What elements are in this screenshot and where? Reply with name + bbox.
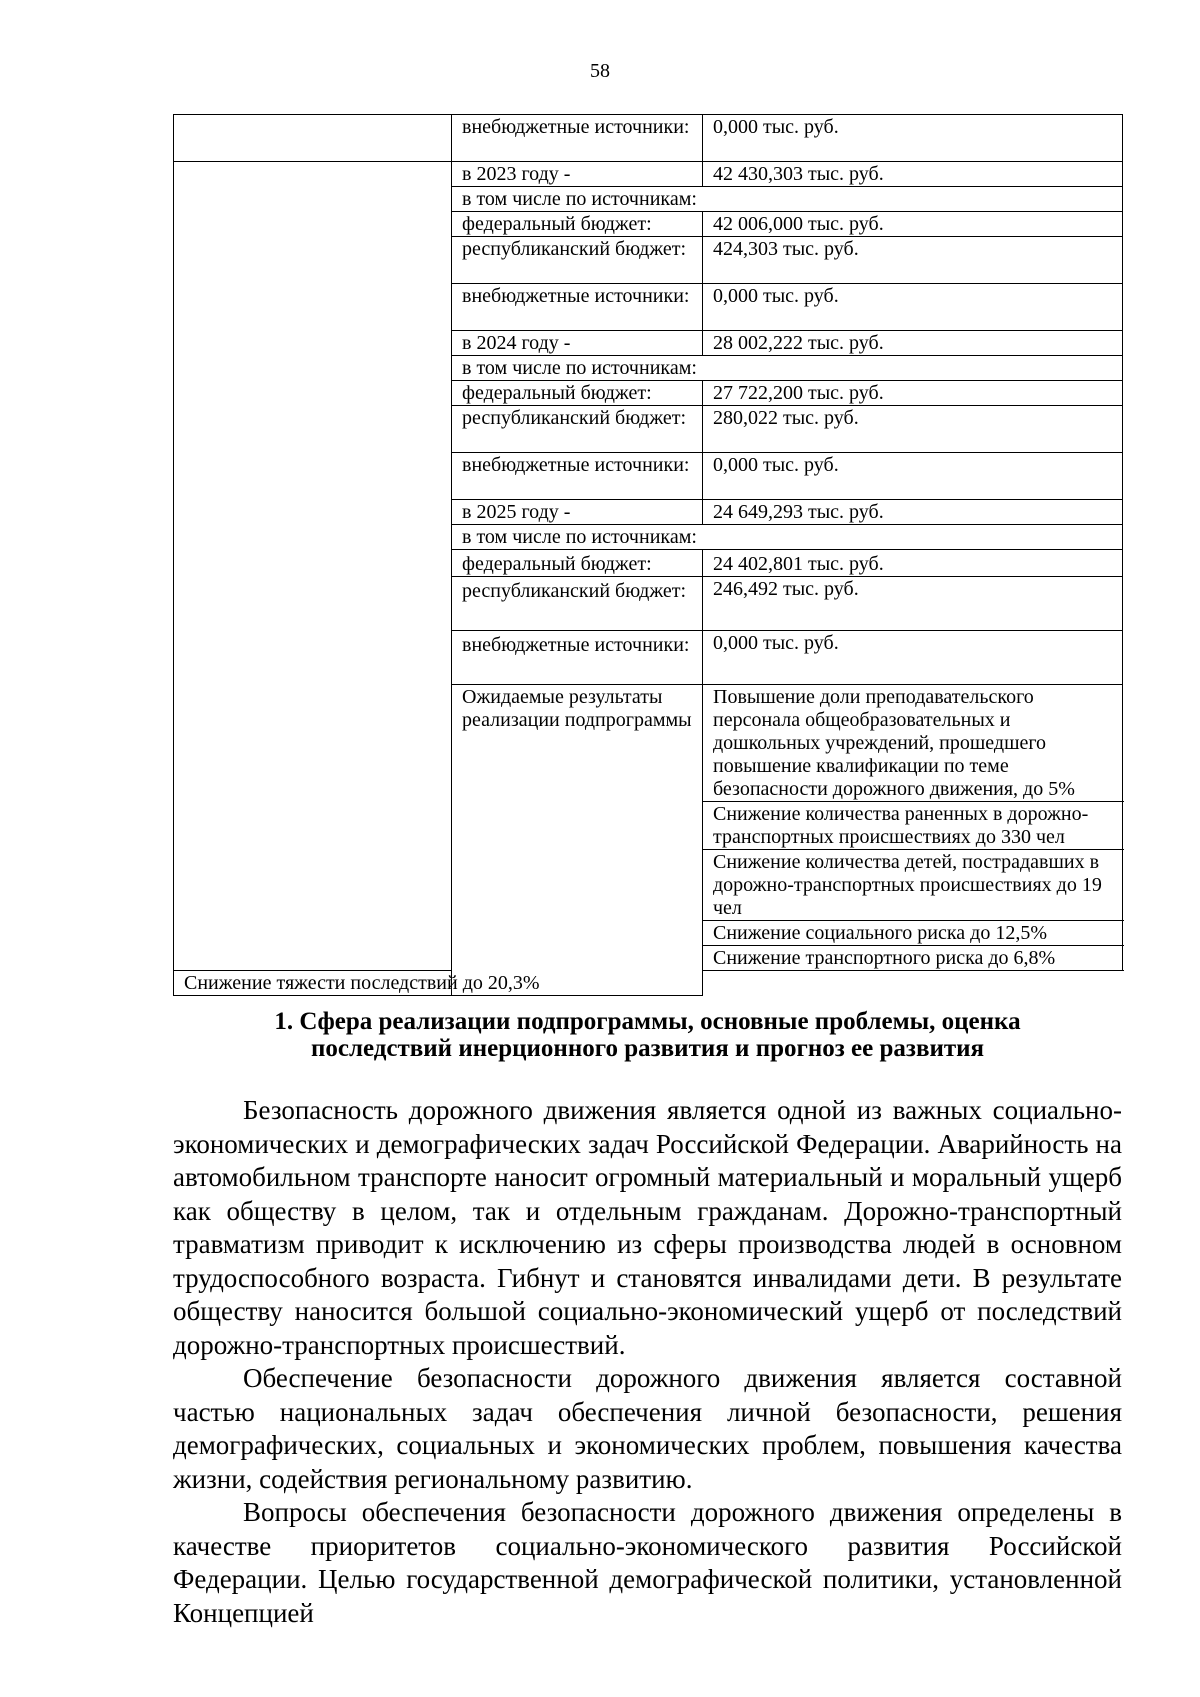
source-value: 246,492 тыс. руб. <box>703 577 1123 631</box>
source-label: республиканский бюджет: <box>452 577 703 631</box>
year-label: в 2023 году - <box>452 162 703 187</box>
source-label: федеральный бюджет: <box>452 550 703 577</box>
result-item: Повышение доли преподавательского персонала общеобразовательных и дошкольных учреждений, прошедшего повышение квалификации по теме безопасности дорожного движения, до 5% <box>703 685 1123 802</box>
sources-caption: в том числе по источникам: <box>452 187 1123 212</box>
source-label: внебюджетные источники: <box>452 453 703 500</box>
source-value: 0,000 тыс. руб. <box>703 284 1123 331</box>
source-value: 0,000 тыс. руб. <box>703 453 1123 500</box>
section-title-line: последствий инерционного развития и прогноз ее развития <box>310 1035 985 1062</box>
year-label: в 2025 году - <box>452 500 703 525</box>
result-item: Снижение тяжести последствий до 20,3% <box>174 971 703 996</box>
source-value: 0,000 тыс. руб. <box>703 631 1123 685</box>
source-value: 24 402,801 тыс. руб. <box>703 550 1123 577</box>
results-label: Ожидаемые результаты реализации подпрограммы <box>452 685 703 996</box>
table-row <box>174 971 1123 996</box>
source-value: 42 006,000 тыс. руб. <box>703 212 1123 237</box>
result-item: Снижение количества раненных в дорожно-транспортных происшествиях до 330 чел <box>703 802 1123 850</box>
paragraph: Вопросы обеспечения безопасности дорожного движения определены в качестве приоритетов социально-экономического развития Российской Федерации. Целью государственной демографической политики, установленной Концепцией <box>173 1497 1122 1628</box>
body-text <box>173 1094 1122 1630</box>
sources-caption: в том числе по источникам: <box>452 356 1123 381</box>
table-cell-empty <box>174 115 452 162</box>
source-label: внебюджетные источники: <box>452 284 703 331</box>
source-value: 280,022 тыс. руб. <box>703 406 1123 453</box>
paragraph: Безопасность дорожного движения является одной из важных социально-экономических и демографических задач Российской Федерации. Аварийность на автомобильном транспорте наносит огромный материальный и моральный ущерб как обществу в целом, так и отдельным гражданам. Дорожно-транспортный травматизм приводит к исключению из сферы производства людей в основном трудоспособного возраста. Гибнут и становятся инвалидами дети. В результате обществу наносится большой социально-экономический ущерб от последствий дорожно-транспортных происшествий. <box>173 1095 1122 1360</box>
year-total: 28 002,222 тыс. руб. <box>703 331 1123 356</box>
source-value: 424,303 тыс. руб. <box>703 237 1123 284</box>
funding-table <box>173 114 1123 996</box>
result-item: Снижение количества детей, пострадавших в дорожно-транспортных происшествиях до 19 чел <box>703 850 1123 921</box>
table-row <box>174 162 1123 187</box>
result-item: Снижение транспортного риска до 6,8% <box>703 946 1123 971</box>
section-title <box>173 1008 1122 1062</box>
year-total: 24 649,293 тыс. руб. <box>703 500 1123 525</box>
source-label: внебюджетные источники: <box>452 631 703 685</box>
source-label: внебюджетные источники: <box>452 115 703 162</box>
source-value: 0,000 тыс. руб. <box>703 115 1123 162</box>
source-label: республиканский бюджет: <box>452 237 703 284</box>
source-label: федеральный бюджет: <box>452 381 703 406</box>
page-number: 58 <box>590 60 610 82</box>
year-label: в 2024 году - <box>452 331 703 356</box>
paragraph: Обеспечение безопасности дорожного движения является составной частью национальных задач обеспечения личной безопасности, решения демографических, социальных и экономических проблем, повышения качества жизни, содействия региональному развитию. <box>173 1363 1122 1494</box>
source-label: республиканский бюджет: <box>452 406 703 453</box>
result-item: Снижение социального риска до 12,5% <box>703 921 1123 946</box>
table-cell-empty <box>174 162 452 971</box>
source-value: 27 722,200 тыс. руб. <box>703 381 1123 406</box>
table-row <box>174 115 1123 162</box>
section-title-line: 1. Сфера реализации подпрограммы, основные проблемы, оценка <box>274 1008 1021 1035</box>
sources-caption: в том числе по источникам: <box>452 525 1123 550</box>
year-total: 42 430,303 тыс. руб. <box>703 162 1123 187</box>
source-label: федеральный бюджет: <box>452 212 703 237</box>
